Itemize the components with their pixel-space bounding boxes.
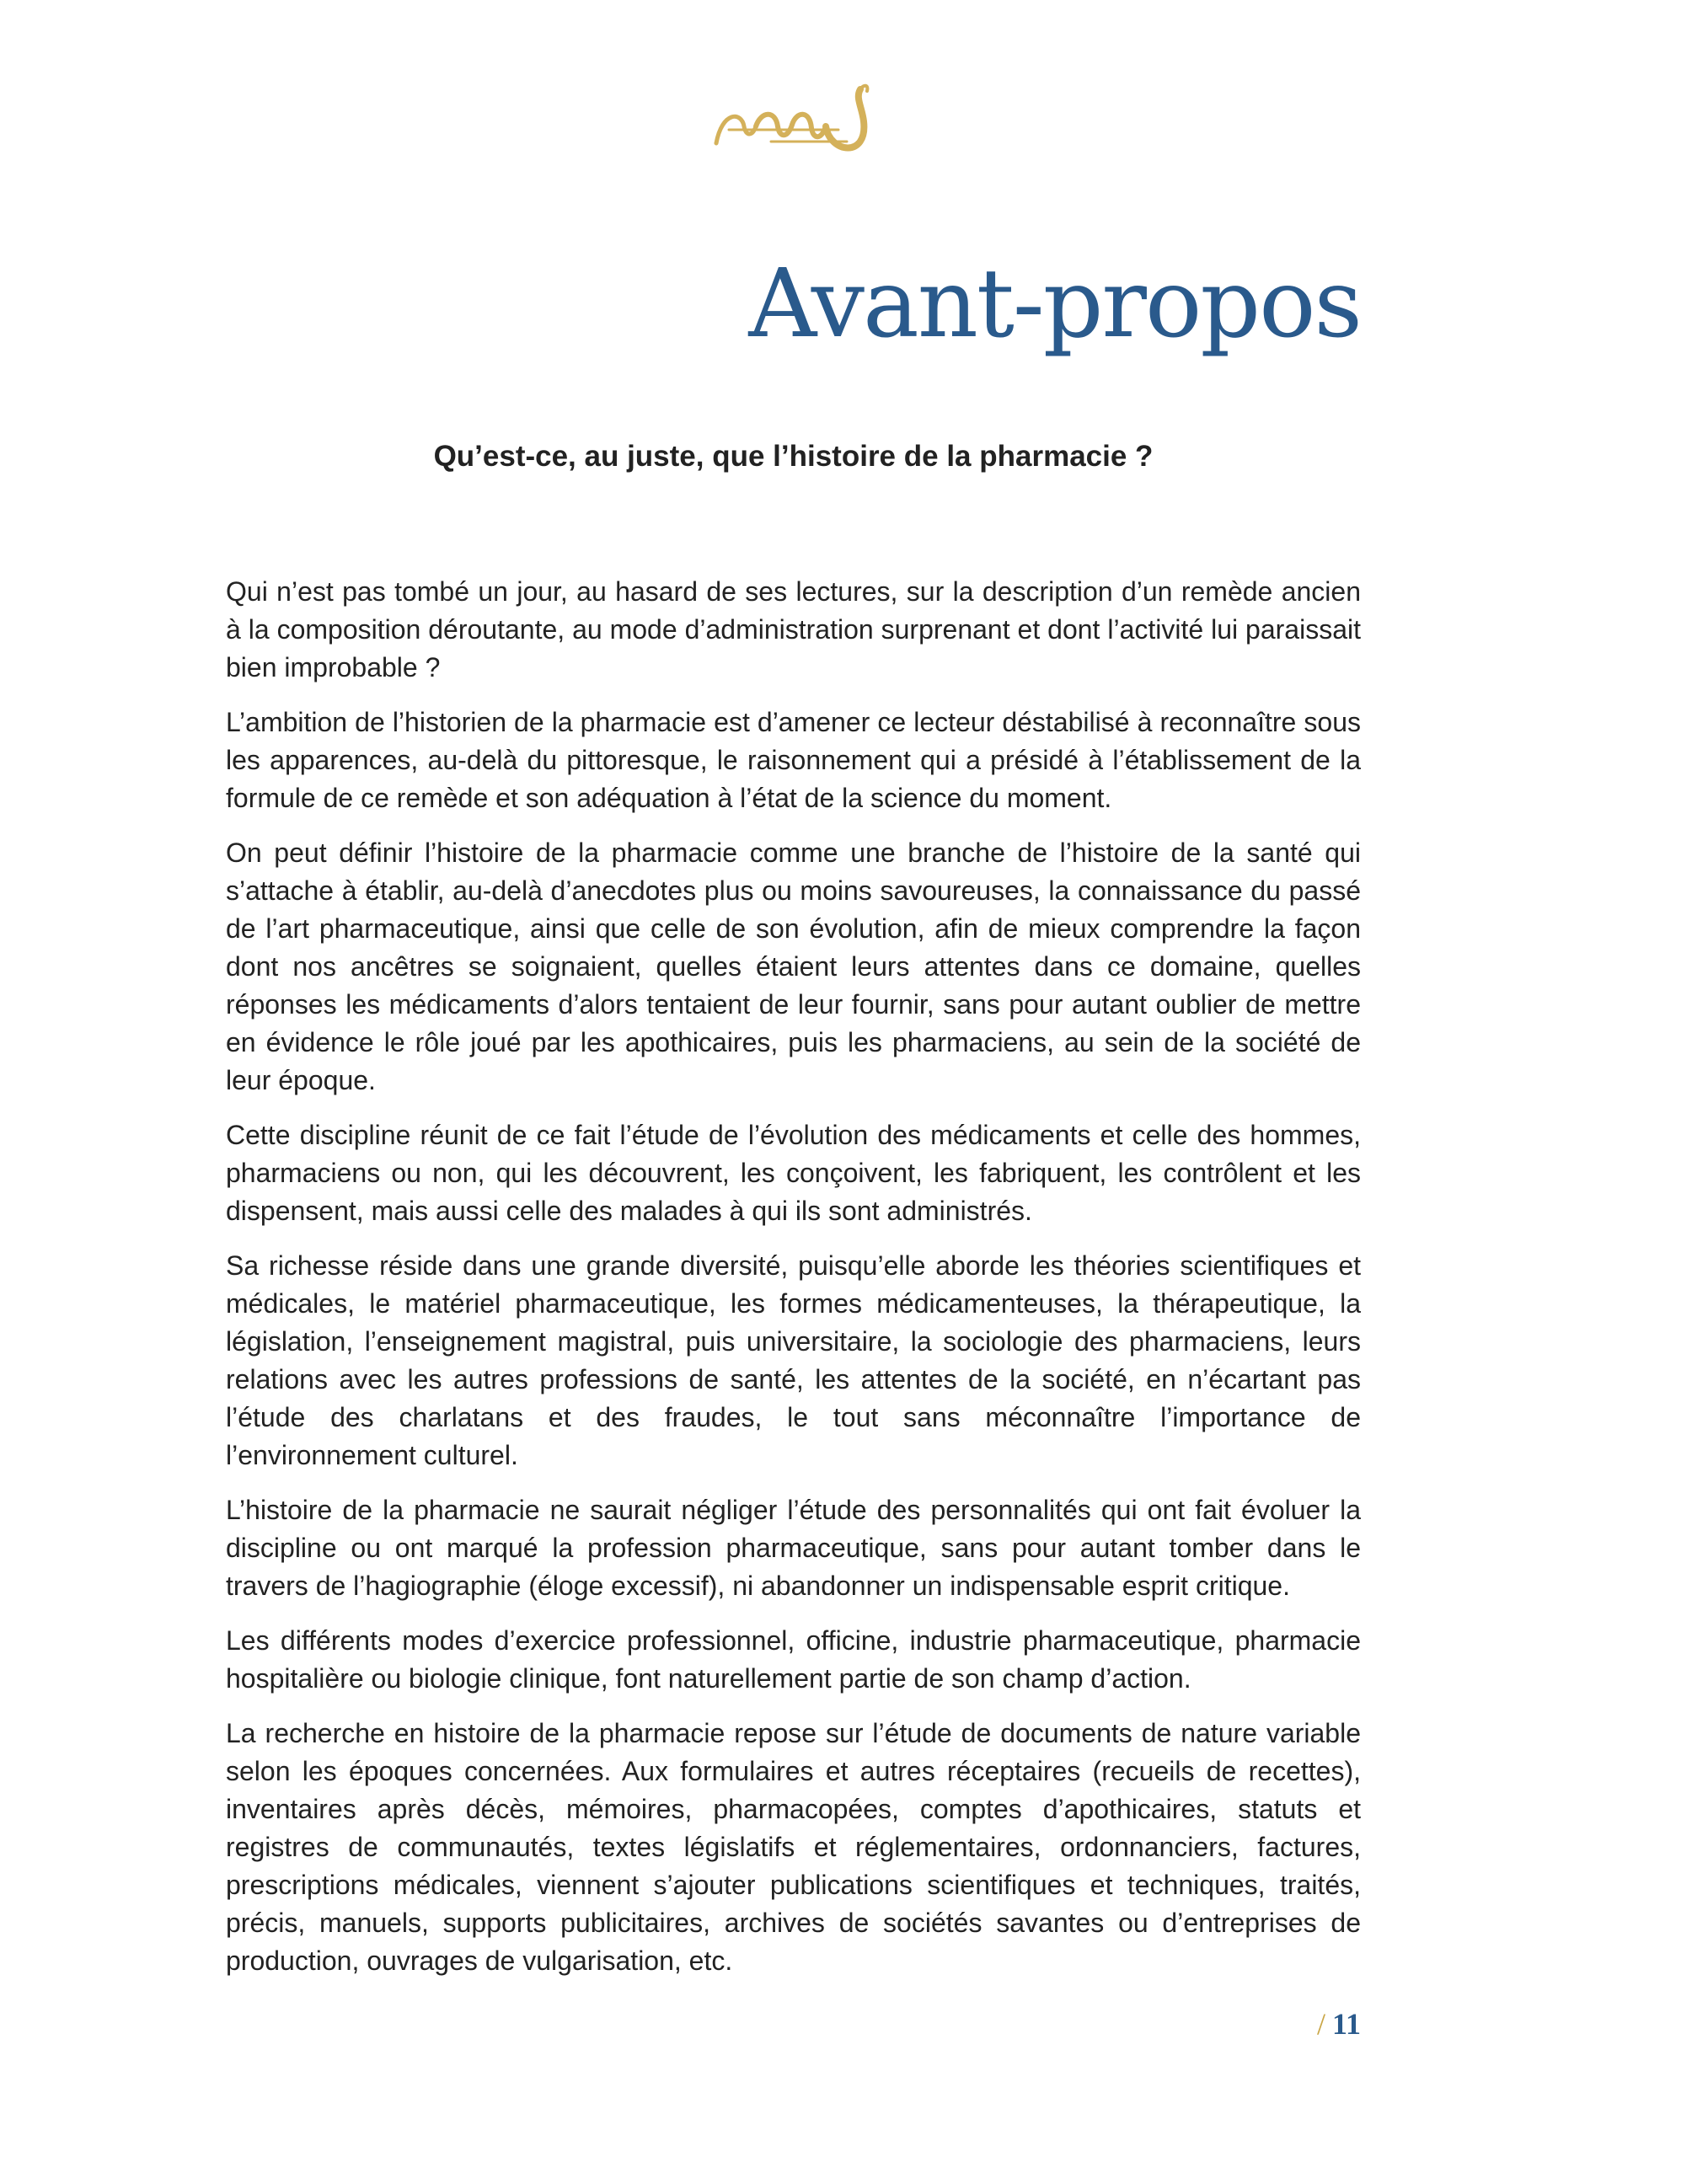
section-subtitle: Qu’est-ce, au juste, que l’histoire de la pharmacie ? xyxy=(433,440,1154,473)
page-number xyxy=(1317,2009,1361,2039)
paragraph: Les différents modes d’exercice professionnel, officine, industrie pharmaceutique, pharmacie hospitalière ou biologie clinique, font naturellement partie de son champ d’action. xyxy=(226,1625,1361,1694)
paragraph: On peut définir l’histoire de la pharmacie comme une branche de l’histoire de la santé qui s’attache à établir, au-delà d’anecdotes plus ou moins savoureuses, la connaissance du passé de l’art pharmaceutique, ainsi que celle de son évolution, afin de mieux comprendre la façon dont nos ancêtres se soignaient, quelles étaient leurs attentes dans ce domaine, quelles réponses les médicaments d’alors tentaient de leur fournir, sans pour autant oublier de mettre en évidence le rôle joué par les apothicaires, puis les pharmaciens, au sein de la société de leur époque. xyxy=(226,838,1361,1095)
paragraph: L’histoire de la pharmacie ne saurait négliger l’étude des personnalités qui ont fait évoluer la discipline ou ont marqué la profession pharmaceutique, sans pour autant tomber dans le travers de l’hagiographie (éloge excessif), ni abandonner un indispensable esprit critique. xyxy=(226,1495,1361,1601)
paragraph: Sa richesse réside dans une grande diversité, puisqu’elle aborde les théories scientifiques et médicales, le matériel pharmaceutique, les formes médicamenteuses, la thérapeutique, la législation, l’enseignement magistral, puis universitaire, la sociologie des pharmaciens, leurs relations avec les autres professions de santé, les attentes de la société, en n’écartant pas l’étude des charlatans et des fraudes, le tout sans méconnaître l’importance de l’environnement culturel. xyxy=(226,1250,1361,1470)
body-text xyxy=(226,573,1361,1997)
folio-number: 11 xyxy=(1331,2007,1361,2041)
paragraph: Cette discipline réunit de ce fait l’étude de l’évolution des médicaments et celle des hommes, pharmaciens ou non, qui les découvrent, les conçoivent, les fabriquent, les contrôlent et les dispensent, mais aussi celle des malades à qui ils sont administrés. xyxy=(226,1120,1361,1226)
serpent-ornament-icon xyxy=(712,78,881,162)
folio-slash: / xyxy=(1316,2007,1325,2041)
paragraph: La recherche en histoire de la pharmacie repose sur l’étude de documents de nature variable selon les époques concernées. Aux formulaires et autres réceptaires (recueils de recettes), inventaires après décès, mémoires, pharmacopées, comptes d’apothicaires, statuts et registres de communautés, textes législatifs et réglementaires, ordonnanciers, factures, prescriptions médicales, viennent s’ajouter publications scientifiques et techniques, traités, précis, manuels, supports publicitaires, archives de sociétés savantes ou d’entreprises de production, ouvrages de vulgarisation, etc. xyxy=(226,1718,1361,1976)
page-title: Avant-propos xyxy=(748,249,1361,359)
paragraph: Qui n’est pas tombé un jour, au hasard de ses lectures, sur la description d’un remède ancien à la composition déroutante, au mode d’administration surprenant et dont l’activité lui paraissait bien improbable ? xyxy=(226,576,1361,682)
paragraph: L’ambition de l’historien de la pharmacie est d’amener ce lecteur déstabilisé à reconnaître sous les apparences, au-delà du pittoresque, le raisonnement qui a présidé à l’établissement de la formule de ce remède et son adéquation à l’état de la science du moment. xyxy=(226,707,1361,813)
